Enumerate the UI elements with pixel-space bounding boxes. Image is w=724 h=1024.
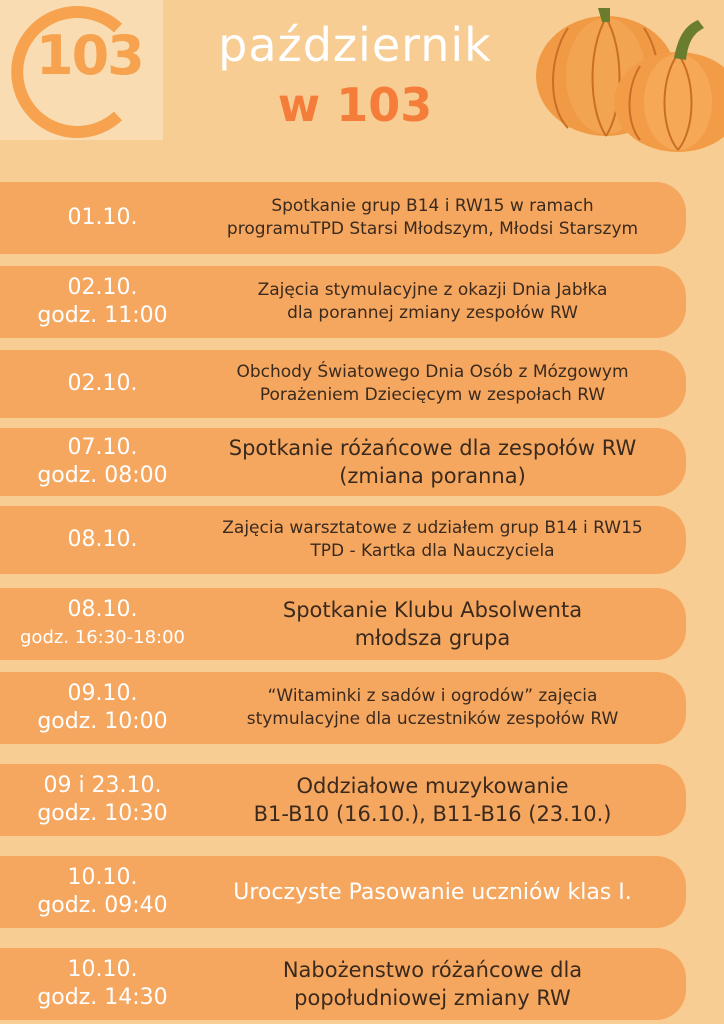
event-description: Spotkanie grup B14 i RW15 w ramach programuTPD Starsi Młodszym, Młodsi Starszym xyxy=(226,196,639,239)
event-description: Nabożenstwo różańcowe dla popołudniowej zmiany RW xyxy=(282,958,583,1010)
event-date: 01.10. xyxy=(67,205,138,230)
page-title: październik xyxy=(218,18,492,72)
event-description: Zajęcia warsztatowe z udziałem grup B14 i RW15 TPD - Kartka dla Nauczyciela xyxy=(222,518,643,561)
event-description: Spotkanie różańcowe dla zespołów RW (zmiana poranna) xyxy=(228,436,637,488)
logo-number: 103 xyxy=(36,24,143,87)
event-row xyxy=(0,266,686,338)
event-row xyxy=(0,182,686,254)
event-row xyxy=(0,856,686,928)
event-row xyxy=(0,428,686,496)
event-date: 08.10. godz. 16:30-18:00 xyxy=(20,597,185,648)
pumpkin-icon xyxy=(528,8,724,154)
event-row xyxy=(0,672,686,744)
event-description: Spotkanie Klubu Absolwenta młodsza grupa xyxy=(282,598,583,650)
event-row xyxy=(0,948,686,1020)
event-row xyxy=(0,350,686,418)
page-subtitle: w 103 xyxy=(277,78,433,132)
event-date: 10.10. godz. 09:40 xyxy=(37,865,168,918)
event-description: Uroczyste Pasowanie uczniów klas I. xyxy=(233,879,632,905)
event-date: 02.10. xyxy=(67,371,138,396)
event-description: Zajęcia stymulacyjne z okazji Dnia Jabłka dla porannej zmiany zespołów RW xyxy=(257,280,608,323)
event-row xyxy=(0,588,686,660)
event-date: 07.10. godz. 08:00 xyxy=(37,435,168,488)
event-date: 09 i 23.10. godz. 10:30 xyxy=(37,773,168,826)
event-description: Oddziałowe muzykowanie B1-B10 (16.10.), B11-B16 (23.10.) xyxy=(253,774,612,826)
event-date: 02.10. godz. 11:00 xyxy=(37,275,168,328)
event-description: Obchody Światowego Dnia Osób z Mózgowym Porażeniem Dziecięcym w zespołach RW xyxy=(236,362,629,405)
event-row xyxy=(0,506,686,574)
event-row xyxy=(0,764,686,836)
event-description: “Witaminki z sadów i ogrodów” zajęcia stymulacyjne dla uczestników zespołów RW xyxy=(246,686,619,729)
logo xyxy=(0,0,163,140)
event-date: 09.10. godz. 10:00 xyxy=(37,681,168,734)
event-date: 08.10. xyxy=(67,527,138,552)
event-date: 10.10. godz. 14:30 xyxy=(37,957,168,1010)
